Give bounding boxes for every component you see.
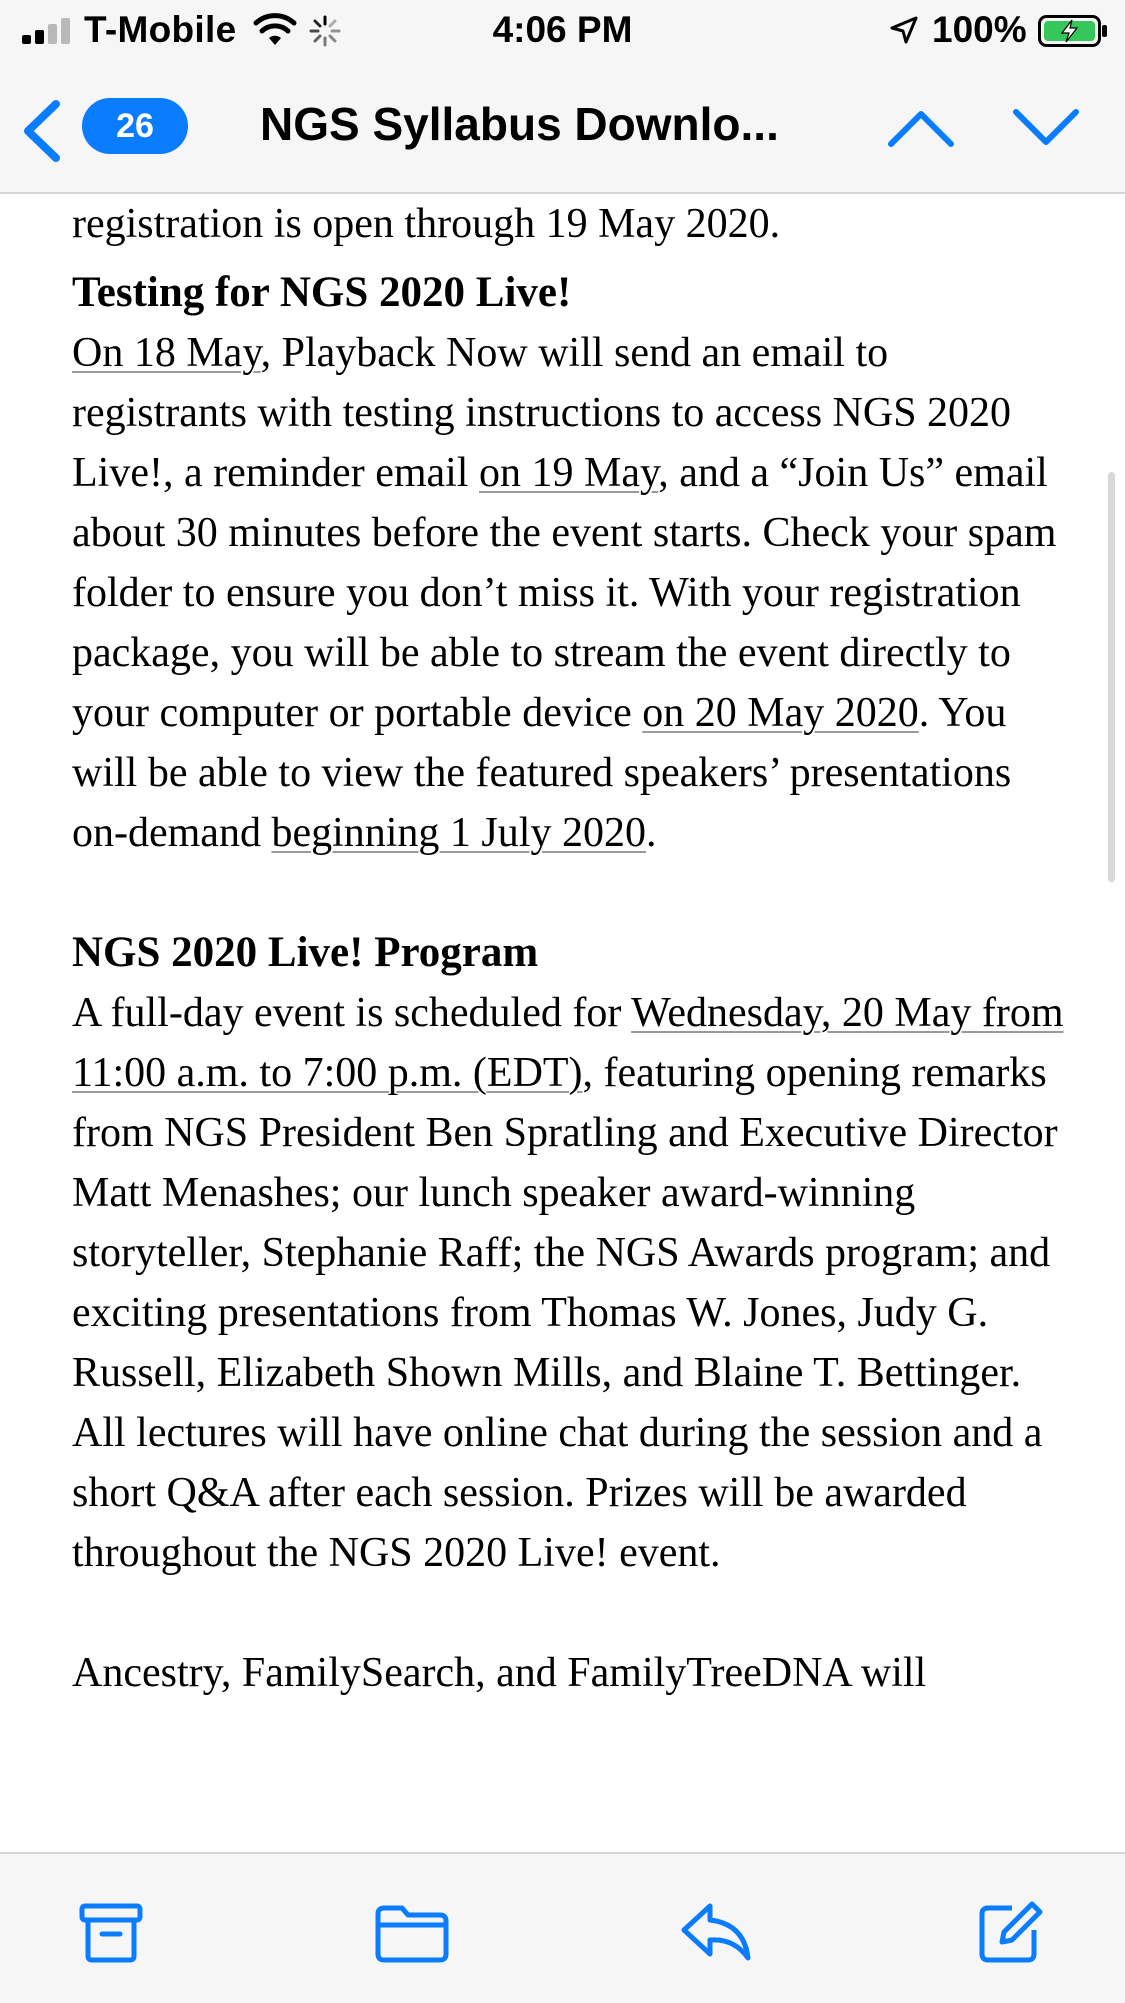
status-bar <box>0 0 1125 62</box>
paragraph-text: , and a “Join Us” email about 30 minutes before the event starts. Check your spam folder to ensure you don’t miss it. With your registration package, you will be able to stream the event directly to your computer or portable device <box>72 450 1057 736</box>
scroll-indicator[interactable] <box>1108 472 1115 882</box>
date-link[interactable]: Wednesday, 20 May from 11:00 a.m. to 7:00 p.m. (EDT) <box>72 990 1064 1096</box>
message-body[interactable] <box>0 194 1125 1852</box>
section-heading-testing: Testing for NGS 2020 Live! <box>72 269 572 316</box>
status-time: 4:06 PM <box>492 9 633 50</box>
testing-paragraph <box>72 323 1072 863</box>
message-subject-title: NGS Syllabus Downlo... <box>260 98 779 150</box>
paragraph-text: , Playback Now will send an email to registrants with testing instructions to access NGS 2020 Live!, a reminder email <box>72 330 1012 496</box>
navigation-bar <box>0 62 1125 194</box>
back-to-inbox-button[interactable] <box>20 94 170 160</box>
battery-charging-icon <box>1038 15 1108 47</box>
unread-count-badge: 26 <box>82 98 188 154</box>
bottom-toolbar <box>0 1852 1125 2003</box>
paragraph-text: . You will be able to view the featured speakers’ presentations on-demand <box>72 690 1012 856</box>
program-paragraph <box>72 983 1072 1583</box>
date-link[interactable]: beginning 1 July 2020 <box>271 810 646 856</box>
battery-percentage: 100% <box>932 9 1027 50</box>
date-link[interactable]: on 20 May 2020 <box>642 690 919 736</box>
chevron-down-icon <box>1016 112 1076 142</box>
paragraph-text: A full-day event is scheduled for <box>72 990 632 1036</box>
previous-message-button[interactable] <box>885 98 957 158</box>
compose-icon[interactable] <box>978 1900 1044 1964</box>
chevron-left-icon <box>20 100 68 162</box>
archive-icon[interactable] <box>78 1900 144 1964</box>
chevron-up-icon <box>891 114 951 144</box>
next-message-button[interactable] <box>1010 98 1082 158</box>
folder-icon[interactable] <box>374 1900 450 1964</box>
paragraph-text: , featuring opening remarks from NGS President Ben Spratling and Executive Director Matt Menashes; our lunch speaker award-winning storyteller, Stephanie Raff; the NGS Awards program; and exciting presentations from Thomas W. Jones, Judy G. Russell, Elizabeth Shown Mills, and Blaine T. Bettinger. All lectures will have online chat during the session and a short Q&A after each session. Prizes will be awarded throughout the NGS 2020 Live! event. <box>72 1050 1058 1576</box>
date-link[interactable]: on 19 May <box>478 450 659 496</box>
reply-icon[interactable] <box>680 1900 752 1964</box>
cut-off-paragraph: Ancestry, FamilySearch, and FamilyTreeDNA will <box>72 1650 927 1696</box>
section-heading-program: NGS 2020 Live! Program <box>72 929 539 976</box>
date-link[interactable]: On 18 May <box>72 330 261 376</box>
email-content <box>72 194 1072 1696</box>
clipped-previous-line: registration is open through 19 May 2020. <box>72 201 781 247</box>
location-arrow-icon <box>890 16 918 44</box>
carrier-name: T-Mobile <box>84 9 237 50</box>
paragraph-text: . <box>645 810 657 856</box>
